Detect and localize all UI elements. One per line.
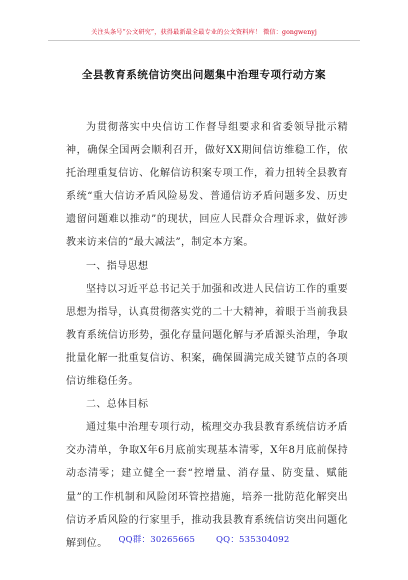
overall-goal-paragraph: 通过集中治理专项行动，梳理交办我县教育系统信访矛盾交办清单，争取X年6月底前实现基本清零，X年8月底前保持动态清零；建立健全一套“控增量、消存量、防变量、赋能量”的工作机制和风险闭环管控措施，培养一批防范化解突出信访矛盾风险的行家里手，推动我县教育系统信访突出问题化解到位。 xyxy=(66,422,348,549)
qq-group-number: QQ群：30265665 xyxy=(118,535,196,545)
promo-banner: 关注头条号“公文研究”，获得最新最全最专业的公文资料库！ 微信：gongwenyj xyxy=(48,27,360,41)
section-heading-overall-goal: 二、总体目标 xyxy=(86,399,149,411)
document-title: 全县教育系统信访突出问题集中治理专项行动方案 xyxy=(81,69,327,81)
guiding-ideology-paragraph: 坚持以习近平总书记关于加强和改进人民信访工作的重要思想为指导，认真贯彻落实党的二十大精神，着眼于当前我县教育系统信访形势，强化存量问题化解与矛盾源头治理，争取批量化解一批重复信访、积案，确保圆满完成关键节点的各项信访维稳任务。 xyxy=(66,283,348,388)
intro-paragraph: 为贯彻落实中央信访工作督导组要求和省委领导批示精神，确保全国两会顺利召开，做好XX期间信访维稳工作，依托治理重复信访、化解信访积案专项工作，着力扭转全县教育系统“重大信访矛盾风险易发、普通信访矛盾问题多发、历史遗留问题难以推动”的现状，回应人民群众合理诉求，做好涉教来访来信的“最大减法”，制定本方案。 xyxy=(66,122,348,249)
section-heading-guiding-ideology: 一、指导思想 xyxy=(86,260,149,272)
qq-number: QQ：535304092 xyxy=(216,535,290,545)
contact-footer xyxy=(0,533,408,545)
document-body xyxy=(66,116,348,555)
